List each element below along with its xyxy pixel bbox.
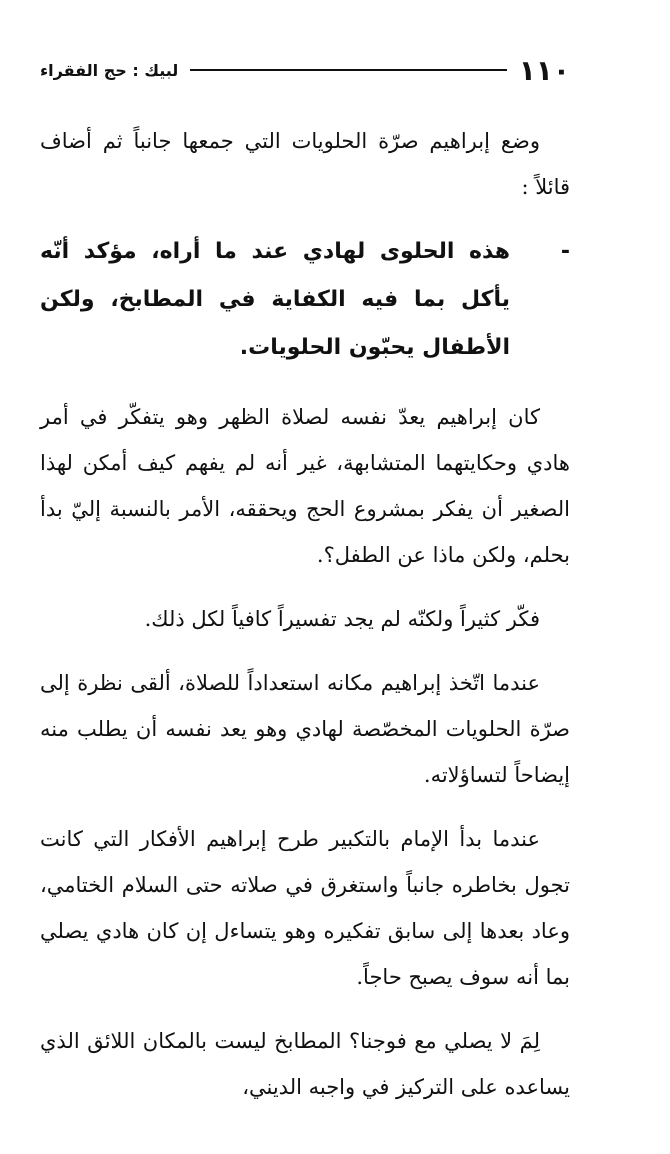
paragraph-6: لِمَ لا يصلي مع فوجنا؟ المطابخ ليست بالمكان اللائق الذي يساعده على التركيز في واجبه الديني، xyxy=(40,1029,570,1099)
page-number: ١١٠ xyxy=(518,53,570,87)
paragraph-5: عندما بدأ الإمام بالتكبير طرح إبراهيم الأفكار التي كانت تجول بخاطره جانباً واستغرق في صلاته حتى السلام الختامي، وعاد بعدها إلى سابق تفكيره وهو يتساءل إن كان هادي يصلي بما أنه سوف يصبح حاجاً. xyxy=(40,827,570,989)
paragraph-3: فكّر كثيراً ولكنّه لم يجد تفسيراً كافياً لكل ذلك. xyxy=(144,607,540,631)
book-title: لبيك : حج الفقراء xyxy=(40,60,179,80)
paragraph-1: وضع إبراهيم صرّة الحلويات التي جمعها جانباً ثم أضاف قائلاً : xyxy=(40,129,570,199)
running-header xyxy=(40,48,570,92)
paragraph-4: عندما اتّخذ إبراهيم مكانه استعداداً للصلاة، ألقى نظرة إلى صرّة الحلويات المخصّصة لهادي وهو يعد نفسه أن يطلب منه إيضاحاً لتساؤلاته. xyxy=(40,671,570,787)
paragraph-2: كان إبراهيم يعدّ نفسه لصلاة الظهر وهو يتفكّر في أمر هادي وحكايتهما المتشابهة، غير أنه لم يفهم كيف أمكن لهذا الصغير أن يفكر بمشروع الحج ويحققه، الأمر بالنسبة إليّ بدأ بحلم، ولكن ماذا عن الطفل؟. xyxy=(40,405,570,567)
quote-dash: - xyxy=(560,239,570,264)
quote-text: هذه الحلوى لهادي عند ما أراه، مؤكد أنّه يأكل بما فيه الكفاية في المطابخ، ولكن الأطفال يحبّون الحلويات. xyxy=(40,239,510,360)
quoted-speech xyxy=(40,228,570,372)
header-rule xyxy=(190,69,506,71)
